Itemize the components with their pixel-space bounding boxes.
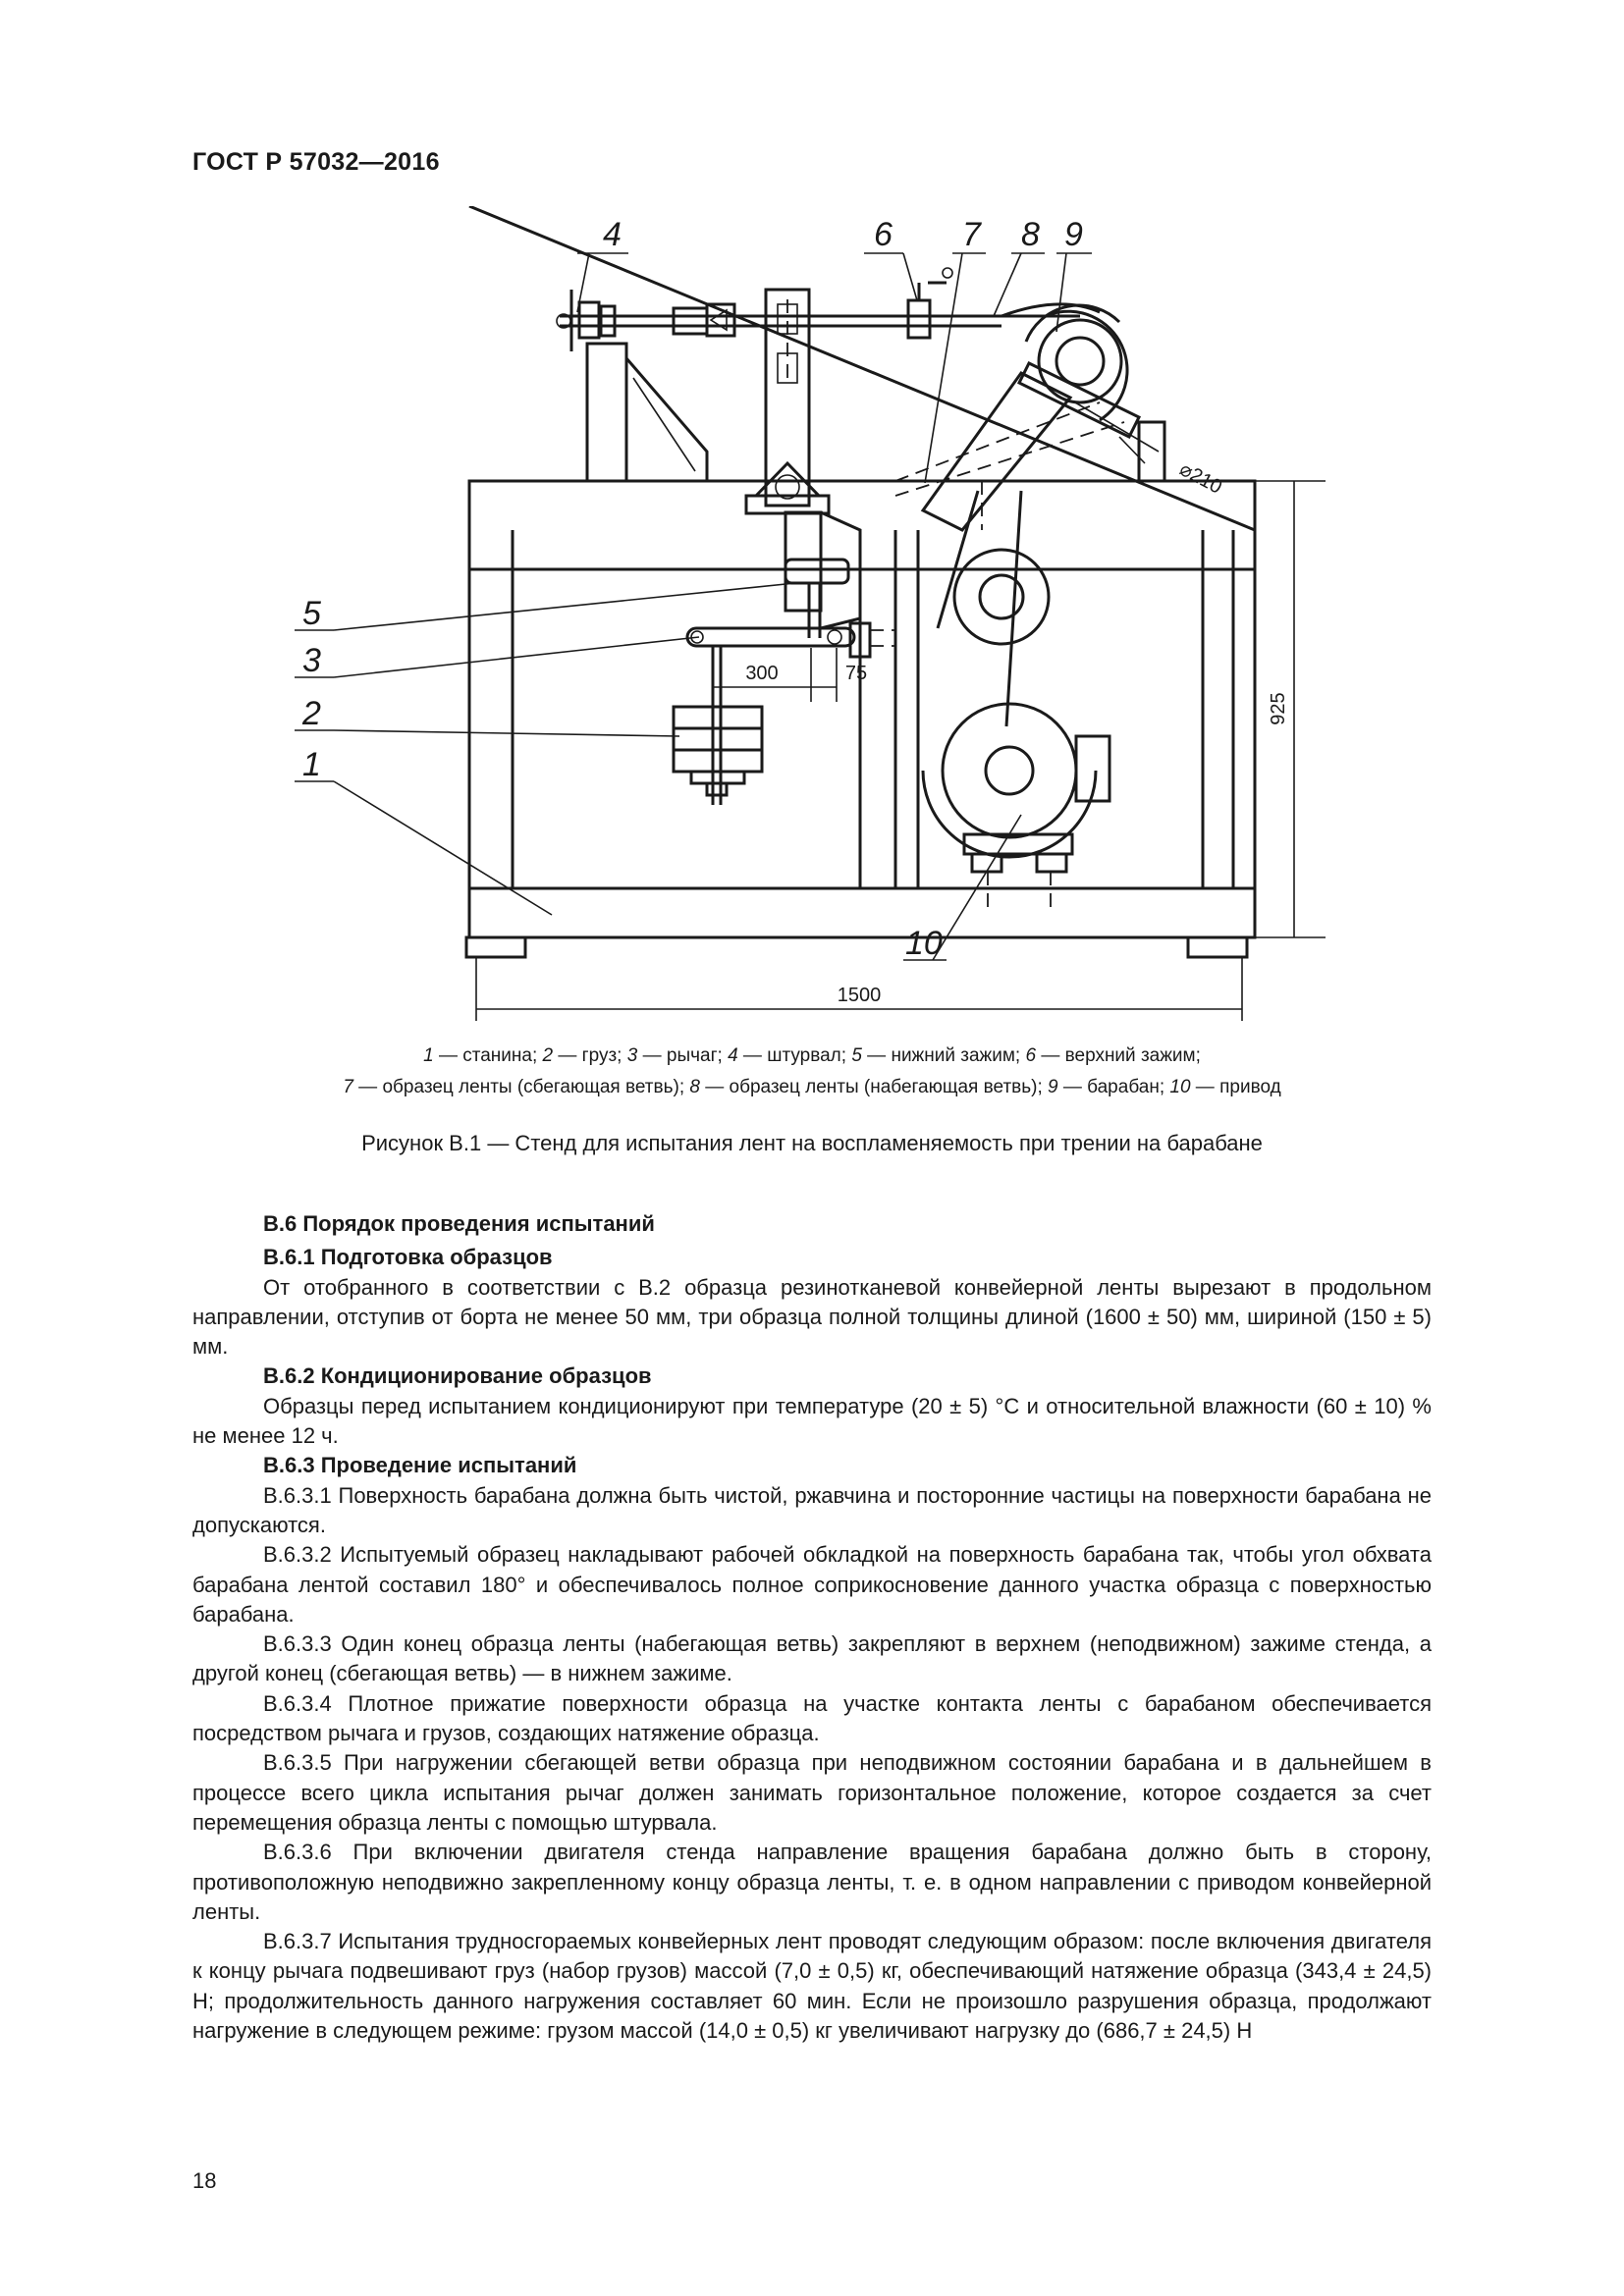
- dim-overall-height: 925: [1268, 692, 1289, 725]
- lever: [687, 628, 854, 646]
- callout-5: 5: [302, 595, 321, 632]
- callout-1: 1: [302, 746, 321, 783]
- frame-foot-left: [466, 937, 525, 957]
- callout-7: 7: [962, 216, 981, 253]
- legend-line-2: 7 — образец ленты (сбегающая ветвь); 8 — образец ленты (набегающая ветвь); 9 — барабан; 10 — привод: [343, 1077, 1281, 1097]
- paragraph-b637: В.6.3.7 Испытания трудносгораемых конвейерных лент проводят следующим образом: после включения двигателя к концу рычага подвешивают груз (набор грузов) массой (7,0 ± 0,5) кг, обеспечивающий натяжение образца (343,4 ± 24,5) Н; продолжительность данного нагружения составляет 60 мин. Если не произошло разрушения образца, продолжают нагружение в следующем режиме: грузом массой (14,0 ± 0,5) кг увеличивают нагрузку до (686,7 ± 24,5) Н: [192, 1929, 1432, 2044]
- weight-plate-3: [674, 750, 762, 772]
- dim-lever-arm: 300: [745, 663, 779, 684]
- figure-caption: Рисунок В.1 — Стенд для испытания лент на воспламеняемость при трении на барабане: [361, 1131, 1263, 1155]
- callout-6: 6: [874, 216, 893, 253]
- callout-3: 3: [302, 642, 321, 679]
- callout-4: 4: [603, 216, 622, 253]
- heading-b61: В.6.1 Подготовка образцов: [263, 1245, 553, 1270]
- callout-10: 10: [905, 925, 943, 962]
- weight-plate-1: [674, 707, 762, 728]
- frame-base: [469, 888, 1255, 937]
- drive-pulley: [943, 704, 1076, 837]
- paragraph-b635: В.6.3.5 При нагружении сбегающей ветви образца при неподвижном состоянии барабана и в дальнейшем в процессе всего цикла испытания рычаг должен занимать горизонтальное положение, которое создается за счет перемещения образца ленты с помощью штурвала.: [192, 1750, 1432, 1835]
- paragraph-b62: Образцы перед испытанием кондиционируют при температуре (20 ± 5) °С и относительной влажности (60 ± 10) % не менее 12 ч.: [192, 1393, 1432, 1449]
- brace: [626, 358, 707, 481]
- handwheel-column: [587, 344, 626, 481]
- test-stand-figure: [295, 206, 1335, 1031]
- upper-clamp: [908, 300, 930, 338]
- paragraph-b631: В.6.3.1 Поверхность барабана должна быть чистой, ржавчина и посторонние частицы на поверхности барабана не допускаются.: [192, 1482, 1432, 1537]
- intermediate-pulley: [954, 550, 1049, 644]
- paragraph-b634: В.6.3.4 Плотное прижатие поверхности образца на участке контакта ленты с барабаном обеспечивается посредством рычага и грузов, создающих натяжение образца.: [192, 1690, 1432, 1746]
- callout-2: 2: [302, 695, 321, 732]
- dim-lever-offset: 75: [844, 663, 868, 684]
- section-b6: [192, 1209, 1432, 2046]
- drive-motor: [923, 771, 1096, 857]
- lower-clamp: [785, 560, 848, 583]
- figure-legend: [192, 1041, 1432, 1103]
- paragraph-b61: От отобранного в соответствии с В.2 образца резинотканевой конвейерной ленты вырезают в продольном направлении, отступив от борта не менее 50 мм, три образца полной толщины длиной (1600 ± 50) мм, шириной (150 ± 5) мм.: [192, 1274, 1432, 1360]
- frame-top-beam: [469, 481, 1255, 569]
- paragraph-b633: В.6.3.3 Один конец образца ленты (набегающая ветвь) закрепляют в верхнем (неподвижном) зажиме стенда, а другой конец (сбегающая ветвь) — в нижнем зажиме.: [192, 1631, 1432, 1686]
- page-number: 18: [192, 2168, 217, 2193]
- belt-slack-branch: [895, 402, 1100, 481]
- weight-plate-2: [674, 728, 762, 750]
- paragraph-b632: В.6.3.2 Испытуемый образец накладывают рабочей обкладкой на поверхность барабана так, чтобы угол обхвата барабана лентой составил 180° и обеспечивалось полное соприкосновение данного участка образца с поверхностью барабана.: [192, 1542, 1432, 1627]
- frame-outline: [469, 481, 1255, 888]
- heading-b6: В.6 Порядок проведения испытаний: [263, 1211, 655, 1236]
- paragraph-b636: В.6.3.6 При включении двигателя стенда направление вращения барабана должно быть в сторону, противоположную неподвижно закрепленному концу образца ленты, т. е. в одном направлении с приводом конвейерной ленты.: [192, 1840, 1432, 1924]
- dim-drum-diameter: ⌀210: [1175, 457, 1226, 499]
- lower-clamp-column: [785, 512, 821, 611]
- document-code: ГОСТ Р 57032—2016: [192, 148, 440, 176]
- callout-8: 8: [1021, 216, 1040, 253]
- legend-line-1: 1 — станина; 2 — груз; 3 — рычаг; 4 — штурвал; 5 — нижний зажим; 6 — верхний зажим;: [423, 1045, 1201, 1066]
- test-stand-drawing: [295, 206, 1335, 1031]
- callout-9: 9: [1064, 216, 1083, 253]
- heading-b63: В.6.3 Проведение испытаний: [263, 1453, 577, 1478]
- drum: [1039, 320, 1121, 402]
- screw-coupling: [674, 308, 707, 334]
- frame-foot-right: [1188, 937, 1247, 957]
- dim-overall-width: 1500: [837, 985, 882, 1006]
- heading-b62: В.6.2 Кондиционирование образцов: [263, 1363, 652, 1389]
